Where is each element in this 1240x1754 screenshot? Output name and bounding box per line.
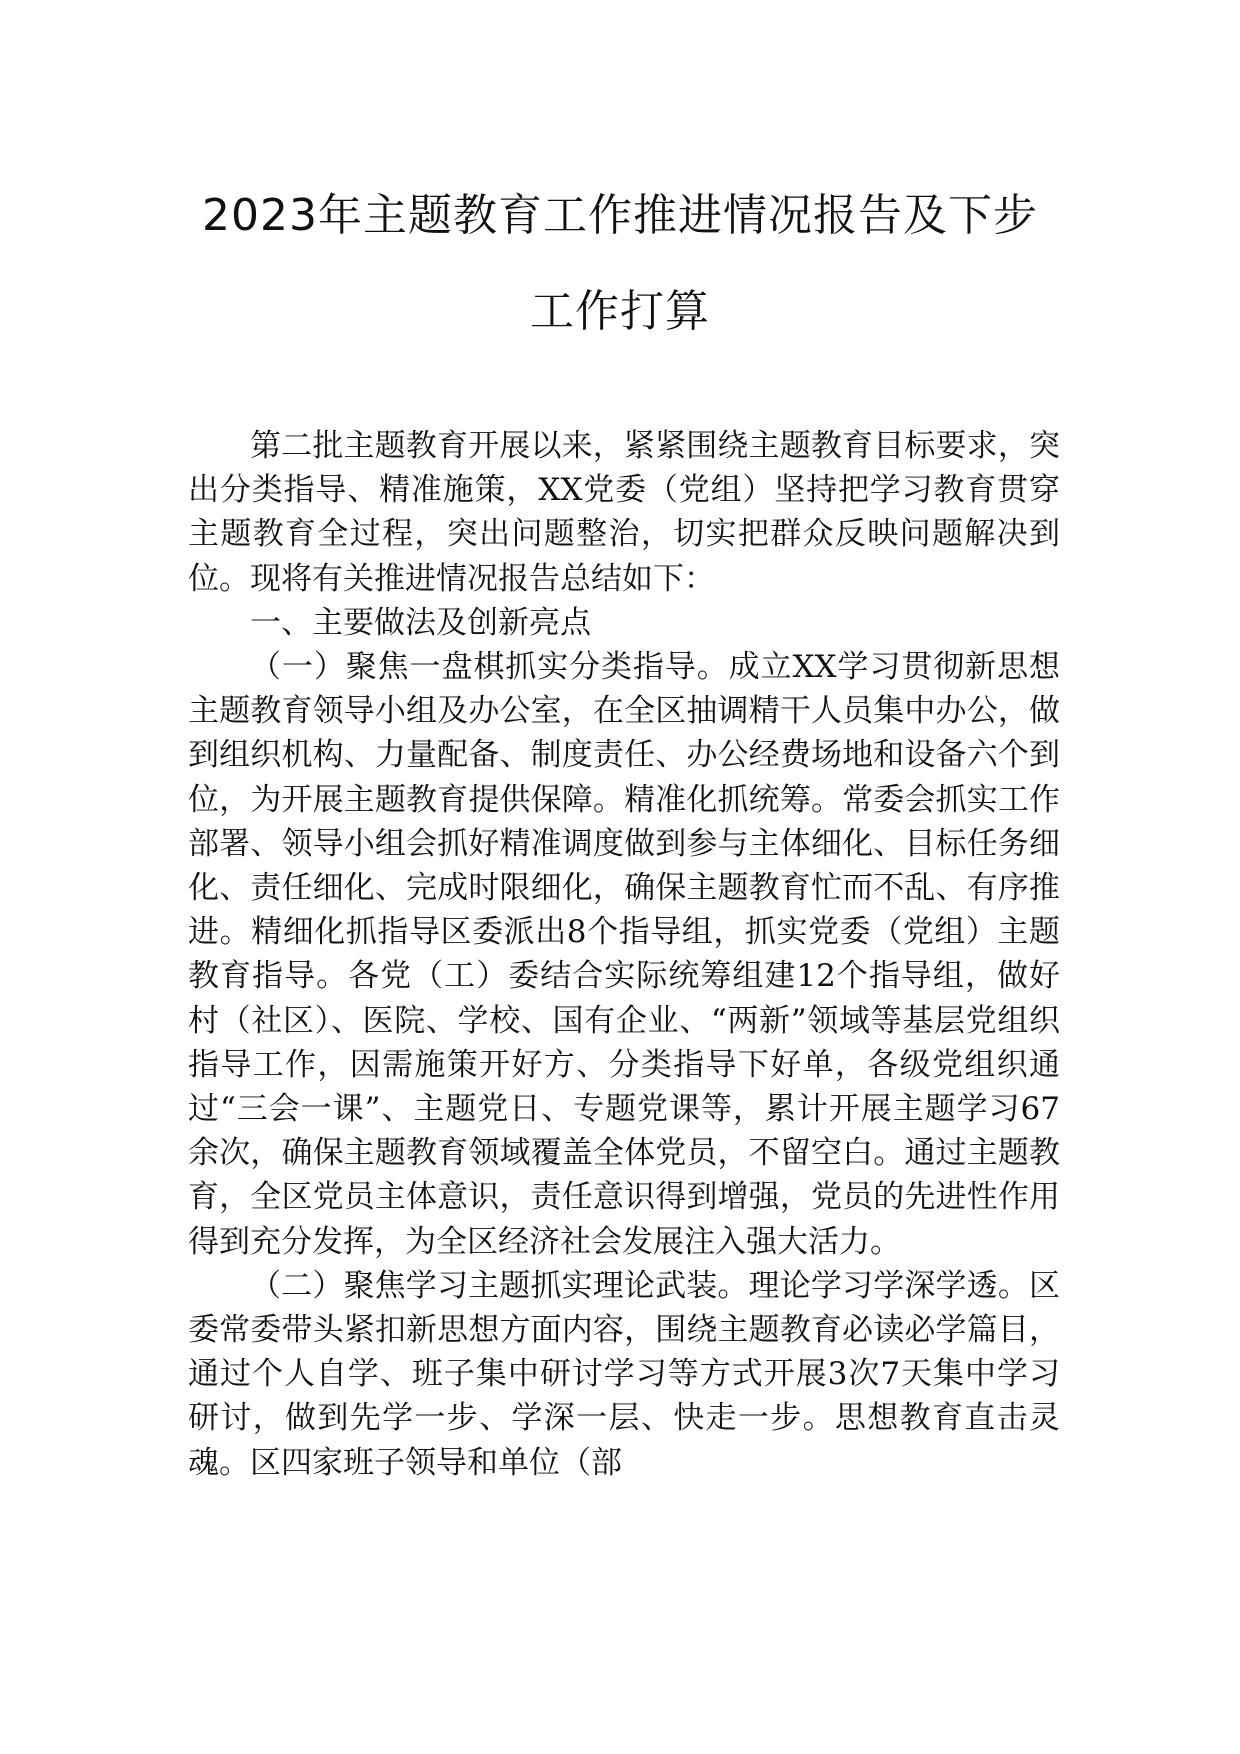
intro-paragraph: 第二批主题教育开展以来，紧紧围绕主题教育目标要求，突出分类指导、精准施策，XX党委（党组）坚持把学习教育贯穿主题教育全过程，突出问题整治，切实把群众反映问题解决到位。现将有关推进情况报告总结如下：: [188, 428, 1060, 597]
document-title-line-1: 2023年主题教育工作推进情况报告及下步: [202, 190, 1038, 241]
body-paragraph: （一）聚焦一盘棋抓实分类指导。成立XX学习贯彻新思想主题教育领导小组及办公室，在全区抽调精干人员集中办公，做到组织机构、力量配备、制度责任、办公经费场地和设备六个到位，为开展主题教育提供保障。精准化抓统筹。常委会抓实工作部署、领导小组会抓好精准调度做到参与主体细化、目标任务细化、责任细化、完成时限细化，确保主题教育忙而不乱、有序推进。精细化抓指导区委派出8个指导组，抓实党委（党组）主题教育指导。各党（工）委结合实际统筹组建12个指导组，做好村（社区）、医院、学校、国有企业、“两新”领域等基层党组织指导工作，因需施策开好方、分类指导下好单，各级党组织通过“三会一课”、主题党日、专题党课等，累计开展主题学习67余次，确保主题教育领域覆盖全体党员，不留空白。通过主题教育，全区党员主体意识，责任意识得到增强，党员的先进性作用得到充分发挥，为全区经济社会发展注入强大活力。: [188, 649, 1060, 1260]
section-heading: 一、主要做法及创新亮点: [250, 604, 591, 641]
body-paragraph: （二）聚焦学习主题抓实理论武装。理论学习学深学透。区委常委带头紧扣新思想方面内容，围绕主题教育必读必学篇目，通过个人自学、班子集中研讨学习等方式开展3次7天集中学习研讨，做到先学一步、学深一层、快走一步。思想教育直击灵魂。区四家班子领导和单位（部: [188, 1267, 1060, 1481]
document-title-line-2: 工作打算: [530, 286, 710, 337]
document-body: [188, 424, 1060, 1485]
